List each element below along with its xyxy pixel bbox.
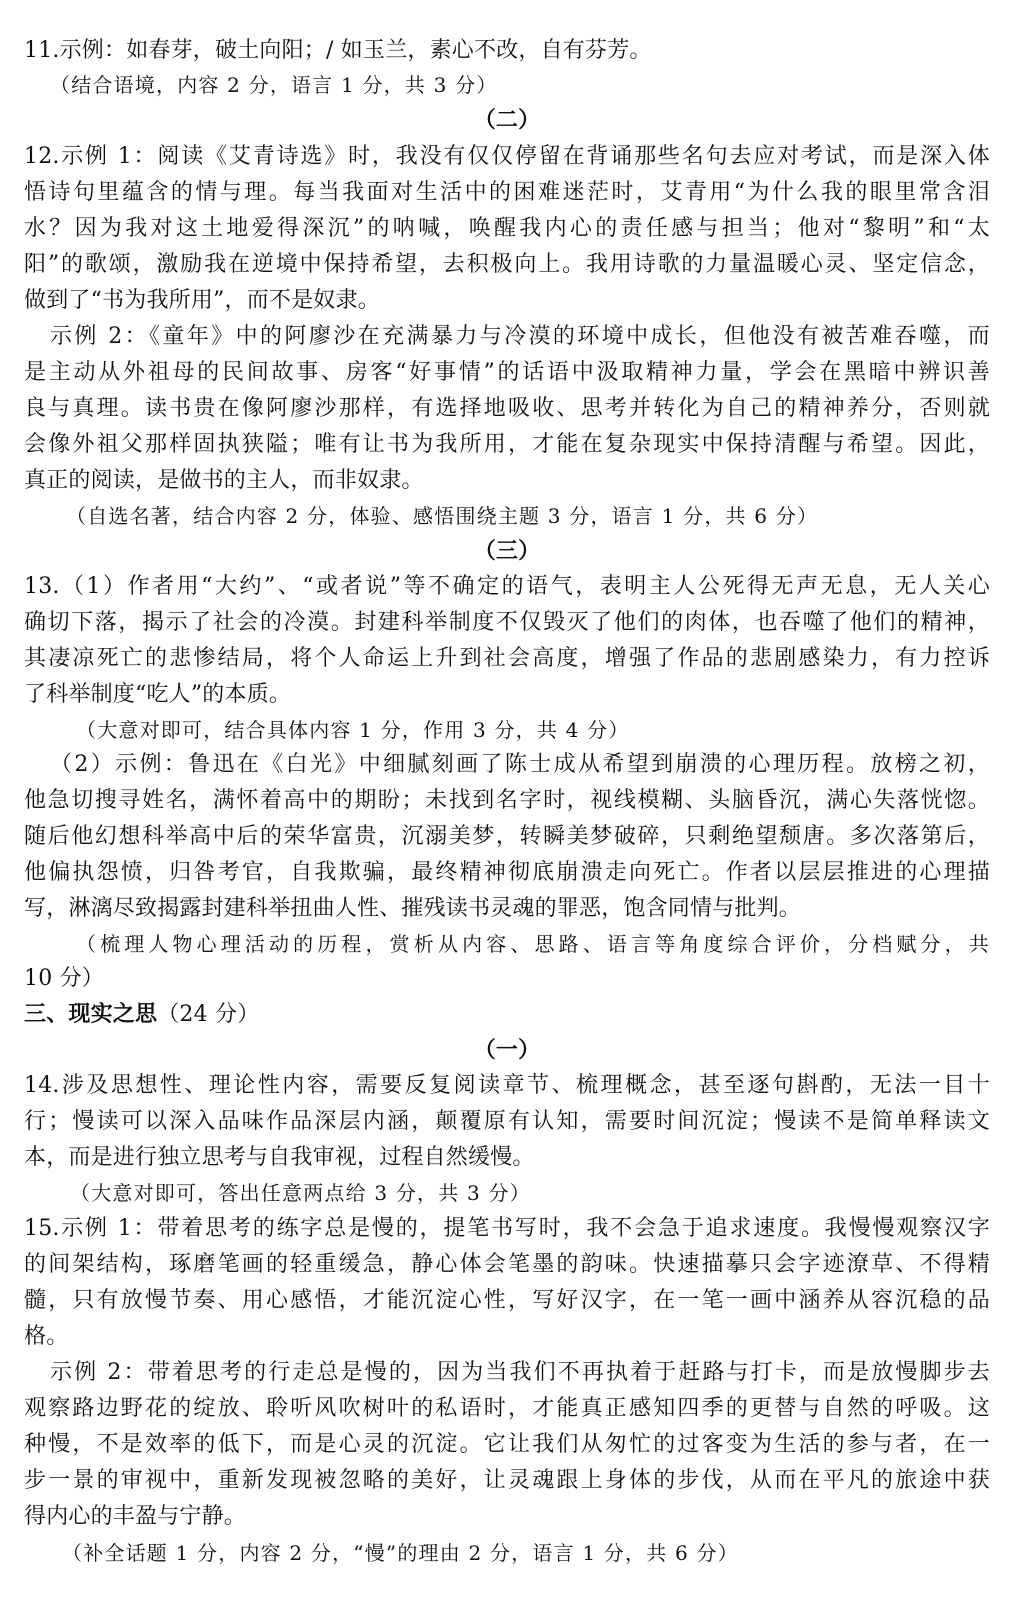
answer-15-example-2-line-2: 观察路边野花的绽放、聆听风吹树叶的私语时，才能真正感知四季的更替与自然的呼吸。这: [24, 1396, 990, 1421]
answer-15-example-2-line-3: 种慢，不是效率的低下，而是心灵的沉淀。它让我们从匆忙的过客变为生活的参与者，在一: [24, 1432, 990, 1457]
scoring-note-14: （大意对即可，答出任意两点给 3 分，共 3 分）: [70, 1181, 531, 1205]
answer-15-example-2-line-5: 得内心的丰盈与宁静。: [24, 1504, 247, 1529]
answer-13-2-line-3: 随后他幻想科举高中后的荣华富贵，沉溺美梦，转瞬美梦破碎，只剩绝望颓唐。多次落第后，: [24, 824, 990, 849]
scoring-note-13-1: （大意对即可，结合具体内容 1 分，作用 3 分，共 4 分）: [76, 718, 630, 742]
answer-12-line-3: 水？因为我对这土地爱得深沉”的呐喊，唤醒我内心的责任感与担当；他对“黎明”和“太: [24, 216, 990, 241]
part-title: 三、现实之思: [24, 1001, 158, 1027]
answer-15-line-2: 的间架结构，琢磨笔画的轻重缓急，静心体会笔墨的韵味。快速描摹只会字迹潦草、不得精: [24, 1252, 990, 1277]
answer-13-2-line-5: 写，淋漓尽致揭露封建科举扭曲人性、摧残读书灵魂的罪恶，饱含同情与批判。: [24, 896, 802, 921]
scoring-note-13-2-line-2: 10 分）: [24, 966, 104, 991]
answer-12-line-1: 12.示例 1：阅读《艾青诗选》时，我没有仅仅停留在背诵那些名句去应对考试，而是深入体: [24, 144, 990, 169]
answer-12-example-2-line-1: 示例 2：《童年》中的阿廖沙在充满暴力与冷漠的环境中成长，但他没有被苦难吞噬，而: [50, 324, 990, 349]
answer-14-line-3: 本，而是进行独立思考与自我审视，过程自然缓慢。: [24, 1145, 535, 1170]
answer-15-example-2-line-1: 示例 2：带着思考的行走总是慢的，因为当我们不再执着于赶路与打卡，而是放慢脚步去: [50, 1360, 990, 1385]
section-heading-1: （一）: [473, 1037, 541, 1063]
scoring-note-13-2-line-1: （梳理人物心理活动的历程，赏析从内容、思路、语言等角度综合评价，分档赋分，共: [76, 932, 990, 956]
answer-12-line-4: 阳”的歌颂，激励我在逆境中保持希望，去积极向上。我用诗歌的力量温暖心灵、坚定信念，: [24, 252, 990, 277]
answer-13-1-line-1: 13.（1）作者用“大约”、“或者说”等不确定的语气，表明主人公死得无声无息，无人关心: [24, 574, 990, 599]
section-heading-3: （三）: [473, 538, 541, 564]
answer-14-line-2: 行；慢读可以深入品味作品深层内涵，颠覆原有认知，需要时间沉淀；慢读不是简单释读文: [24, 1109, 990, 1134]
answer-13-2-line-2: 他急切搜寻姓名，满怀着高中的期盼；未找到名字时，视线模糊、头脑昏沉，满心失落恍惚。: [24, 788, 990, 813]
answer-15-example-2-line-4: 步一景的审视中，重新发现被忽略的美好，让灵魂跟上身体的步伐，从而在平凡的旅途中获: [24, 1468, 990, 1493]
answer-13-2-line-1: （2）示例：鲁迅在《白光》中细腻刻画了陈士成从希望到崩溃的心理历程。放榜之初，: [50, 752, 990, 777]
answer-15-line-3: 髓，只有放慢节奏、用心感悟，才能沉淀心性，写好汉字，在一笔一画中涵养从容沉稳的品: [24, 1288, 990, 1313]
answer-12-example-2-line-3: 良与真理。读书贵在像阿廖沙那样，有选择地吸收、思考并转化为自己的精神养分，否则就: [24, 396, 990, 421]
answer-11: 11.示例：如春芽，破土向阳；/ 如玉兰，素心不改，自有芬芳。: [24, 38, 652, 63]
scoring-note-12: （自选名著，结合内容 2 分，体验、感悟围绕主题 3 分，语言 1 分，共 6 分）: [66, 504, 819, 528]
scoring-note-15: （补全话题 1 分，内容 2 分，“慢”的理由 2 分，语言 1 分，共 6 分）: [62, 1541, 739, 1565]
answer-13-1-line-3: 其凄凉死亡的悲惨结局，将个人命运上升到社会高度，增强了作品的悲剧感染力，有力控诉: [24, 646, 990, 671]
answer-15-line-4: 格。: [24, 1324, 69, 1349]
part-heading-3: [24, 997, 990, 1032]
answer-13-2-line-4: 他偏执怨愤，归咎考官，自我欺骗，最终精神彻底崩溃走向死亡。作者以层层推进的心理描: [24, 860, 990, 885]
answer-12-example-2-line-4: 会像外祖父那样固执狭隘；唯有让书为我所用，才能在复杂现实中保持清醒与希望。因此，: [24, 432, 990, 457]
scoring-note-11: （结合语境，内容 2 分，语言 1 分，共 3 分）: [50, 73, 498, 97]
answer-12-example-2-line-2: 是主动从外祖母的民间故事、房客“好事情”的话语中汲取精神力量，学会在黑暗中辨识善: [24, 360, 990, 385]
part-points: （24 分）: [157, 1002, 260, 1027]
answer-13-1-line-4: 了科举制度“吃人”的本质。: [24, 682, 292, 707]
answer-12-line-2: 悟诗句里蕴含的情与理。每当我面对生活中的困难迷茫时，艾青用“为什么我的眼里常含泪: [24, 180, 990, 205]
answer-13-1-line-2: 确切下落，揭示了社会的冷漠。封建科举制度不仅毁灭了他们的肉体，也吞噬了他们的精神，: [24, 610, 990, 635]
answer-15-line-1: 15.示例 1：带着思考的练字总是慢的，提笔书写时，我不会急于追求速度。我慢慢观察汉字: [24, 1216, 990, 1241]
answer-12-example-2-line-5: 真正的阅读，是做书的主人，而非奴隶。: [24, 468, 424, 493]
section-heading-2: （二）: [473, 107, 541, 133]
answer-12-line-5: 做到了“书为我所用”，而不是奴隶。: [24, 288, 380, 313]
answer-14-line-1: 14.涉及思想性、理论性内容，需要反复阅读章节、梳理概念，甚至逐句斟酌，无法一目十: [24, 1073, 990, 1098]
